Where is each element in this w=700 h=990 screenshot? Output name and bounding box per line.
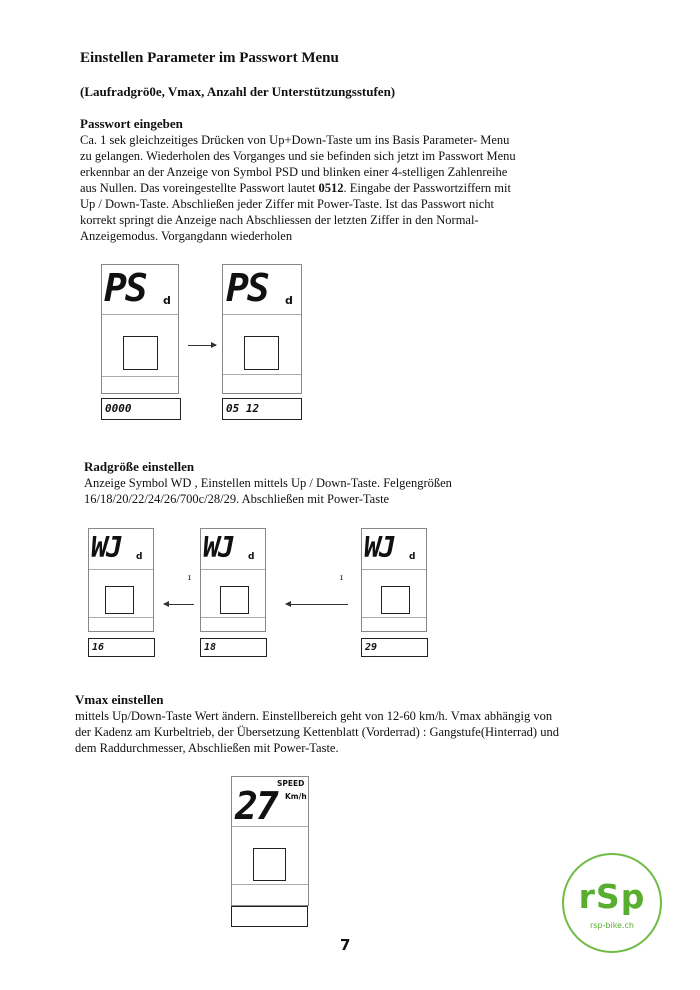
page-subtitle: (Laufradgrö0e, Vmax, Anzahl der Unterstützungsstufen)	[80, 84, 396, 99]
display-symbol: PS	[226, 266, 268, 310]
arrow-icon	[164, 604, 194, 605]
page-number: 7	[340, 936, 351, 954]
vmax-text: mittels Up/Down-Taste Wert ändern. Einstellbereich geht von 12-60 km/h. Vmax abhängig von der Kadenz am Kurbeltrieb, der Übersetzung Kettenblatt (Vorderrad) : Gangstufe(Hinterrad) und dem Raddurchmesser, Abschließen mit Power-Taste.	[75, 709, 559, 755]
display-value: 18	[200, 638, 267, 657]
display-square	[381, 586, 410, 614]
display-value: 29	[361, 638, 428, 657]
speed-label: SPEED	[277, 779, 305, 788]
wheel-display-1	[88, 528, 154, 658]
password-heading: Passwort eingeben	[80, 116, 183, 131]
display-sub: d	[248, 552, 255, 562]
password-text: Ca. 1 sek gleichzeitiges Drücken von Up+Down-Taste um ins Basis Parameter- Menu zu gelangen. Wiederholen des Vorganges und sie befinden sich jetzt im Passwort Menu erkennbar an der Anzeige von Symbol PSD und blinken einer 4-stelligen Zahlenreihe aus Nullen. Das voreingestellte Passwort lautet 0512. Eingabe der Passwortziffern mit Up / Down-Taste. Abschließen jeder Ziffer mit Power-Taste. Ist das Passwort nicht korrekt springt die Anzeige nach Abschliessen der letzten Ziffer in den Normal- Anzeigemodus. Vorgangdann wiederholen	[80, 133, 516, 243]
display-sub: d	[136, 552, 143, 562]
display-value-field	[231, 906, 308, 927]
rsp-logo	[562, 853, 662, 953]
arrow-icon	[188, 345, 216, 346]
display-square	[220, 586, 249, 614]
display-sub: d	[409, 552, 416, 562]
display-square	[105, 586, 134, 614]
display-square	[253, 848, 286, 881]
display-value: 05 12	[222, 398, 302, 420]
display-symbol: PS	[104, 266, 146, 310]
display-symbol: WJ	[364, 531, 394, 564]
wheel-display-2	[200, 528, 266, 658]
display-value: 16	[88, 638, 155, 657]
page-title: Einstellen Parameter im Passwort Menu	[80, 50, 339, 66]
password-display-2	[222, 264, 302, 424]
logo-url: rsp-bike.ch	[589, 921, 634, 930]
display-sub: d	[285, 294, 293, 307]
display-symbol: WJ	[203, 531, 233, 564]
display-value: 0000	[101, 398, 181, 420]
arrow-icon	[286, 604, 348, 605]
speed-display	[231, 776, 309, 933]
wheel-text: Anzeige Symbol WD , Einstellen mittels Up / Down-Taste. Felgengrößen 16/18/20/22/24/26/700c/28/29. Abschließen mit Power-Taste	[84, 476, 452, 506]
display-square	[123, 336, 158, 370]
logo-text: rSp	[578, 877, 646, 916]
vmax-heading: Vmax einstellen	[75, 692, 164, 707]
wheel-display-3	[361, 528, 427, 658]
display-symbol: WJ	[91, 531, 121, 564]
speed-value: 27	[235, 784, 277, 828]
display-sub: d	[163, 294, 171, 307]
speed-unit: Km/h	[285, 792, 307, 801]
wheel-heading: Radgröße einstellen	[84, 459, 195, 474]
password-display-1	[101, 264, 179, 424]
display-square	[244, 336, 279, 370]
